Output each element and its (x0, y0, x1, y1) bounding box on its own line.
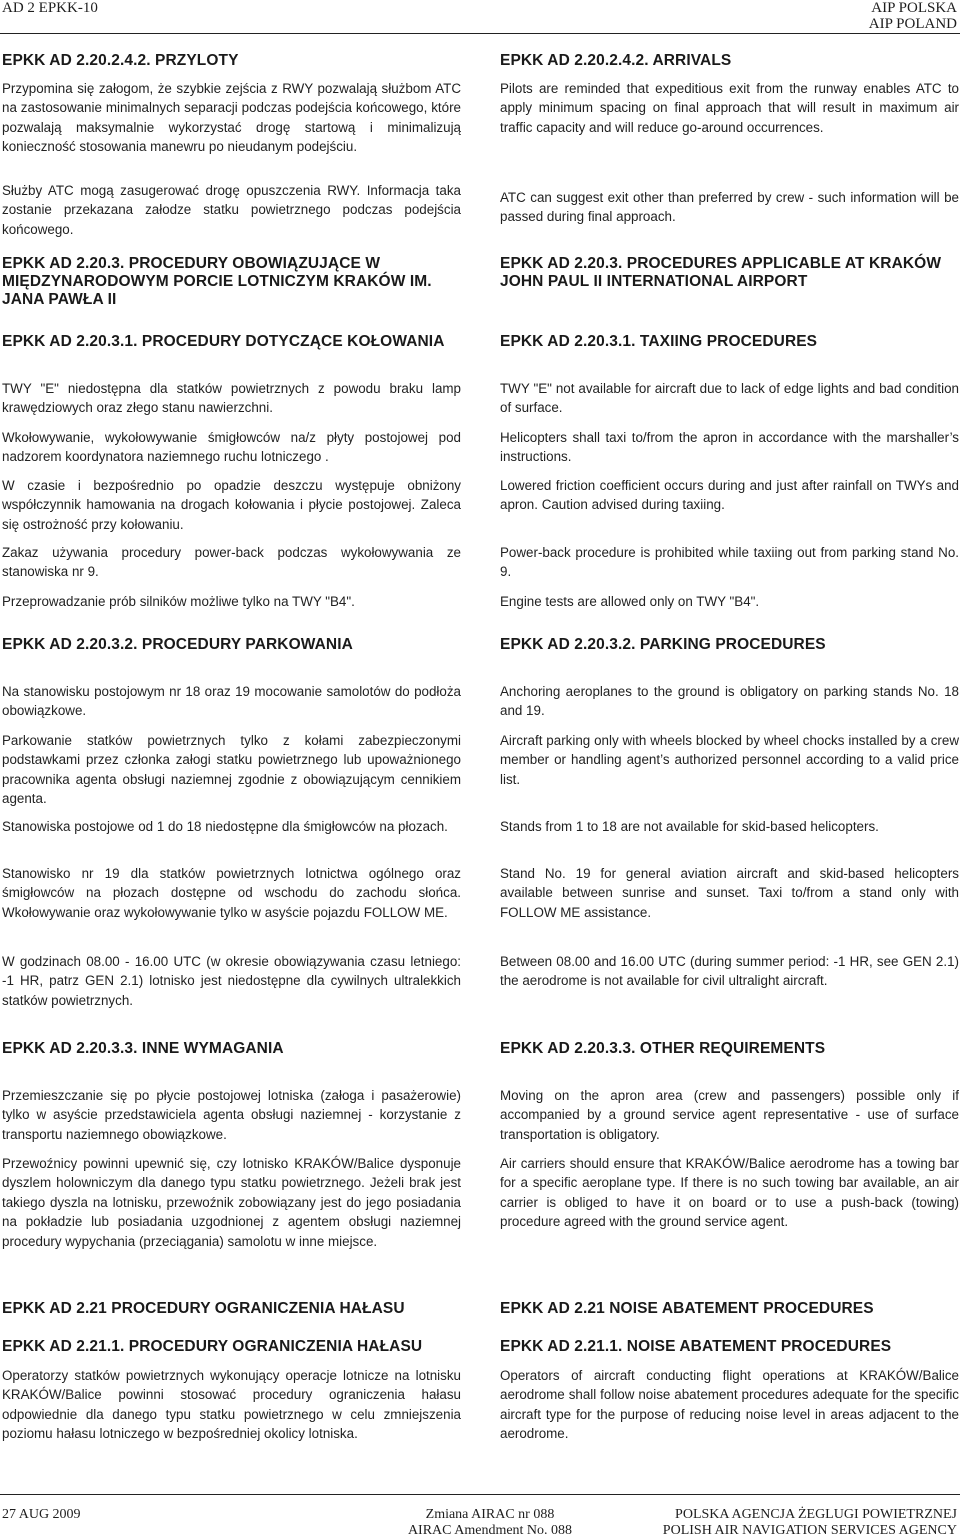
section-heading-arrivals: EPKK AD 2.20.2.4.2. PRZYLOTY (2, 52, 239, 69)
paragraph: Stanowisko nr 19 dla statków powietrznych lotnictwa ogólnego oraz śmigłowców na płozach dostępne od wschodu do zachodu słońca. Wkołowywanie oraz wykołowywanie tylko w asyście pojazdu FOLLOW ME. (2, 866, 461, 920)
paragraph: Air carriers should ensure that KRAKÓW/Balice aerodrome has a towing bar for a specific aeroplane type. If there is no such towing bar available, an air carrier is obliged to have it on board or to use a push-back (towing) procedure agreed with the ground service agent. (500, 1156, 959, 1230)
paragraph: TWY "E" niedostępna dla statków powietrznych z powodu braku lamp krawędziowych oraz złego stanu nawierzchni. (2, 381, 461, 416)
section-heading-taxiing: EPKK AD 2.20.3.1. TAXIING PROCEDURES (500, 333, 818, 350)
section-heading-parking: EPKK AD 2.20.3.2. PARKING PROCEDURES (500, 636, 826, 653)
paragraph: Between 08.00 and 16.00 UTC (during summer period: -1 HR, see GEN 2.1) the aerodrome is not available for civil ultralight aircraft. (500, 954, 959, 989)
paragraph: Helicopters shall taxi to/from the apron in accordance with the marshaller’s instructions. (500, 430, 959, 465)
paragraph: Aircraft parking only with wheels blocked by wheel chocks installed by a crew member or handling agent’s authorized personnel according to a valid price list. (500, 733, 959, 787)
section-heading-parking: EPKK AD 2.20.3.2. PROCEDURY PARKOWANIA (2, 636, 353, 653)
footer-divider (0, 1494, 960, 1495)
paragraph: Przemieszczanie się po płycie postojowej lotniska (załoga i pasażerowie) tylko w asyście przedstawiciela agenta obsługi naziemnej - korzystanie z transportu naziemnego obowiązkowe. (2, 1088, 461, 1142)
section-heading-taxiing: EPKK AD 2.20.3.1. PROCEDURY DOTYCZĄCE KOŁOWANIA (2, 333, 445, 350)
paragraph: Stanowiska postojowe od 1 do 18 niedostępne dla śmigłowców na płozach. (2, 819, 448, 834)
paragraph: ATC can suggest exit other than preferred by crew - such information will be passed during final approach. (500, 190, 959, 225)
paragraph: W godzinach 08.00 - 16.00 UTC (w okresie obowiązywania czasu letniego: -1 HR, patrz GEN 2.1) lotnisko jest niedostępne dla cywilnych ultralekkich statków powietrznych. (2, 954, 461, 1008)
paragraph: Pilots are reminded that expeditious exit from the runway enables ATC to apply minimum spacing on final approach that will result in maximum air traffic capacity and will reduce go-around occurrences. (500, 81, 959, 135)
section-heading-noise-abatement: EPKK AD 2.21 PROCEDURY OGRANICZENIA HAŁASU (2, 1300, 405, 1317)
publication-title-pl: AIP POLSKA (871, 0, 957, 16)
section-heading-noise-abatement: EPKK AD 2.21 NOISE ABATEMENT PROCEDURES (500, 1300, 874, 1317)
section-heading-other-requirements: EPKK AD 2.20.3.3. OTHER REQUIREMENTS (500, 1040, 826, 1057)
paragraph: Anchoring aeroplanes to the ground is obligatory on parking stands No. 18 and 19. (500, 684, 959, 719)
section-heading-other-requirements: EPKK AD 2.20.3.3. INNE WYMAGANIA (2, 1040, 284, 1057)
header-divider (0, 33, 960, 34)
paragraph: Wkołowywanie, wykołowywanie śmigłowców na/z płyty postojowej pod nadzorem koordynatora naziemnego ruchu lotniczego . (2, 430, 461, 465)
paragraph: Przeprowadzanie prób silników możliwe tylko na TWY "B4". (2, 594, 355, 609)
effective-date: 27 AUG 2009 (2, 1507, 81, 1522)
paragraph: Engine tests are allowed only on TWY "B4". (500, 594, 760, 609)
agency-name (663, 1507, 957, 1539)
paragraph: Zakaz używania procedury power-back podczas wykołowywania ze stanowiska nr 9. (2, 545, 461, 580)
section-heading-procedures: EPKK AD 2.20.3. PROCEDURES APPLICABLE AT KRAKÓW JOHN PAUL II INTERNATIONAL AIRPORT (500, 255, 942, 290)
paragraph: W czasie i bezpośrednio po opadzie deszczu występuje obniżony współczynnik hamowania na drogach kołowania i płycie postojowej. Zaleca się ostrożność przy kołowaniu. (2, 478, 461, 532)
publication-title (869, 0, 957, 32)
paragraph: Służby ATC mogą zasugerować drogę opuszczenia RWY. Informacja taka zostanie przekazana załodze statku powietrznego podczas podejścia końcowego. (2, 183, 461, 237)
section-heading-procedures: EPKK AD 2.20.3. PROCEDURY OBOWIĄZUJĄCE W MIĘDZYNARODOWYM PORCIE LOTNICZYM KRAKÓW IM. JANA PAWŁA II (2, 255, 432, 308)
paragraph: Operatorzy statków powietrznych wykonujący operacje lotnicze na lotnisku KRAKÓW/Balice powinni stosować procedury ograniczenia hałasu odpowiednie dla danego typu statku powietrznego w celu zmniejszenia poziomu hałasu lotniczego w bezpośredniej okolicy lotniska. (2, 1368, 461, 1442)
amendment-number (390, 1507, 590, 1539)
agency-name-pl: POLSKA AGENCJA ŻEGLUGI POWIETRZNEJ (675, 1507, 957, 1522)
publication-title-en: AIP POLAND (868, 16, 957, 32)
paragraph: Na stanowisku postojowym nr 18 oraz 19 mocowanie samolotów do podłoża obowiązkowe. (2, 684, 461, 719)
subsection-heading-noise-abatement: EPKK AD 2.21.1. NOISE ABATEMENT PROCEDURES (500, 1338, 892, 1355)
section-heading-arrivals: EPKK AD 2.20.2.4.2. ARRIVALS (500, 52, 732, 69)
paragraph: Operators of aircraft conducting flight operations at KRAKÓW/Balice aerodrome shall follow noise abatement procedures adequate for the specific aircraft type for the purpose of reducing noise level in areas adjacent to the aerodrome. (500, 1368, 959, 1442)
amendment-number-pl: Zmiana AIRAC nr 088 (425, 1507, 555, 1522)
paragraph: Przewoźnicy powinni upewnić się, czy lotnisko KRAKÓW/Balice dysponuje dyszlem holowniczym dla danego typu statku powietrznego. Jeżeli brak jest takiego dyszla na lotnisku, przewoźnik zobowiązany jest do jego posiadania na pokładzie lub posiadania uzgodnionej z agentem obsługi naziemnej procedury wypychania (przeciągania) samolotu w inne miejsce. (2, 1156, 461, 1249)
paragraph: Lowered friction coefficient occurs during and just after rainfall on TWYs and apron. Caution advised during taxiing. (500, 478, 959, 513)
paragraph: Przypomina się załogom, że szybkie zejścia z RWY pozwalają służbom ATC na zastosowanie minimalnych separacji podczas podejścia końcowego, które pozwalają maksymalnie wykorzystać drogę startową i minimalizują konieczność stosowania manewru po nieudanym podejściu. (2, 81, 461, 155)
subsection-heading-noise-abatement: EPKK AD 2.21.1. PROCEDURY OGRANICZENIA HAŁASU (2, 1338, 423, 1355)
paragraph: TWY "E" not available for aircraft due to lack of edge lights and bad condition of surface. (500, 381, 959, 416)
amendment-number-en: AIRAC Amendment No. 088 (407, 1523, 573, 1538)
page-identifier: AD 2 EPKK-10 (2, 0, 98, 16)
paragraph: Stand No. 19 for general aviation aircraft and skid-based helicopters available between sunrise and sunset. Taxi to/from a stand only with FOLLOW ME assistance. (500, 866, 959, 920)
paragraph: Power-back procedure is prohibited while taxiing out from parking stand No. 9. (500, 545, 959, 580)
agency-name-en: POLISH AIR NAVIGATION SERVICES AGENCY (662, 1523, 957, 1538)
paragraph: Moving on the apron area (crew and passengers) possible only if accompanied by a ground service agent representative - use of surface transportation is obligatory. (500, 1088, 959, 1142)
paragraph: Parkowanie statków powietrznych tylko z kołami zabezpieczonymi podstawkami przez członka załogi statku powietrznego lub upoważnionego pracownika agenta obsługi naziemnej zgodnie z obowiązującym cennikiem agenta. (2, 733, 461, 807)
paragraph: Stands from 1 to 18 are not available for skid-based helicopters. (500, 819, 879, 834)
